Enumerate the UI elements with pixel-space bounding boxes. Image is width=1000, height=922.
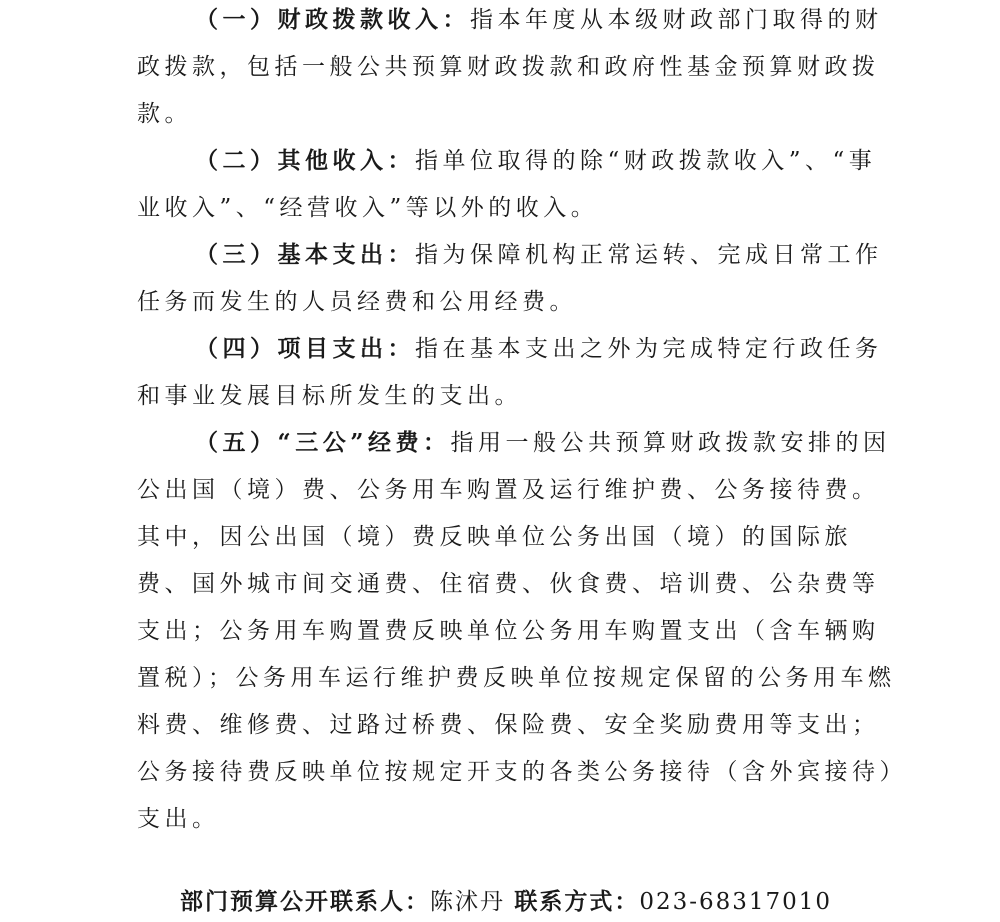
definition-term: （一）财政拨款收入：	[195, 6, 470, 33]
definition-term: （二）其他收入：	[195, 147, 415, 174]
definition-text: 指为保障机构正常运转、完成日常工作任务而发生的人员经费和公用经费。	[137, 242, 883, 315]
contact-phone: 023-68317010	[639, 889, 833, 915]
definition-text: 指在基本支出之外为完成特定行政任务和事业发展目标所发生的支出。	[137, 336, 883, 409]
definition-project-expenditure	[137, 325, 897, 420]
contact-label: 部门预算公开联系人：	[180, 888, 430, 915]
contact-footer	[180, 882, 832, 922]
definition-term: （四）项目支出：	[195, 335, 415, 362]
definition-basic-expenditure	[137, 231, 897, 326]
definition-fiscal-appropriation-income	[137, 0, 897, 138]
definition-term: （三）基本支出：	[195, 241, 415, 268]
definition-text: 指用一般公共预算财政拨款安排的因公出国（境）费、公务用车购置及运行维护费、公务接待费。其中，因公出国（境）费反映单位公务出国（境）的国际旅费、国外城市间交通费、住宿费、伙食费、培训费、公杂费等支出；公务用车购置费反映单位公务用车购置支出（含车辆购置税）；公务用车运行维护费反映单位按规定保留的公务用车燃料费、维修费、过路过桥费、保险费、安全奖励费用等支出；公务接待费反映单位按规定开支的各类公务接待（含外宾接待）支出。	[137, 430, 896, 832]
definition-other-income	[137, 137, 897, 232]
definition-three-public-expenses	[137, 419, 897, 843]
definition-text: 指本年度从本级财政部门取得的财政拨款，包括一般公共预算财政拨款和政府性基金预算财政拨款。	[137, 7, 883, 127]
contact-name: 陈沭丹	[430, 889, 505, 915]
definition-text: 指单位取得的除“财政拨款收入”、“事业收入”、“经营收入”等以外的收入。	[137, 148, 877, 221]
definition-term: （五）“三公”经费：	[195, 429, 451, 456]
contact-method-label: 联系方式：	[514, 888, 640, 915]
